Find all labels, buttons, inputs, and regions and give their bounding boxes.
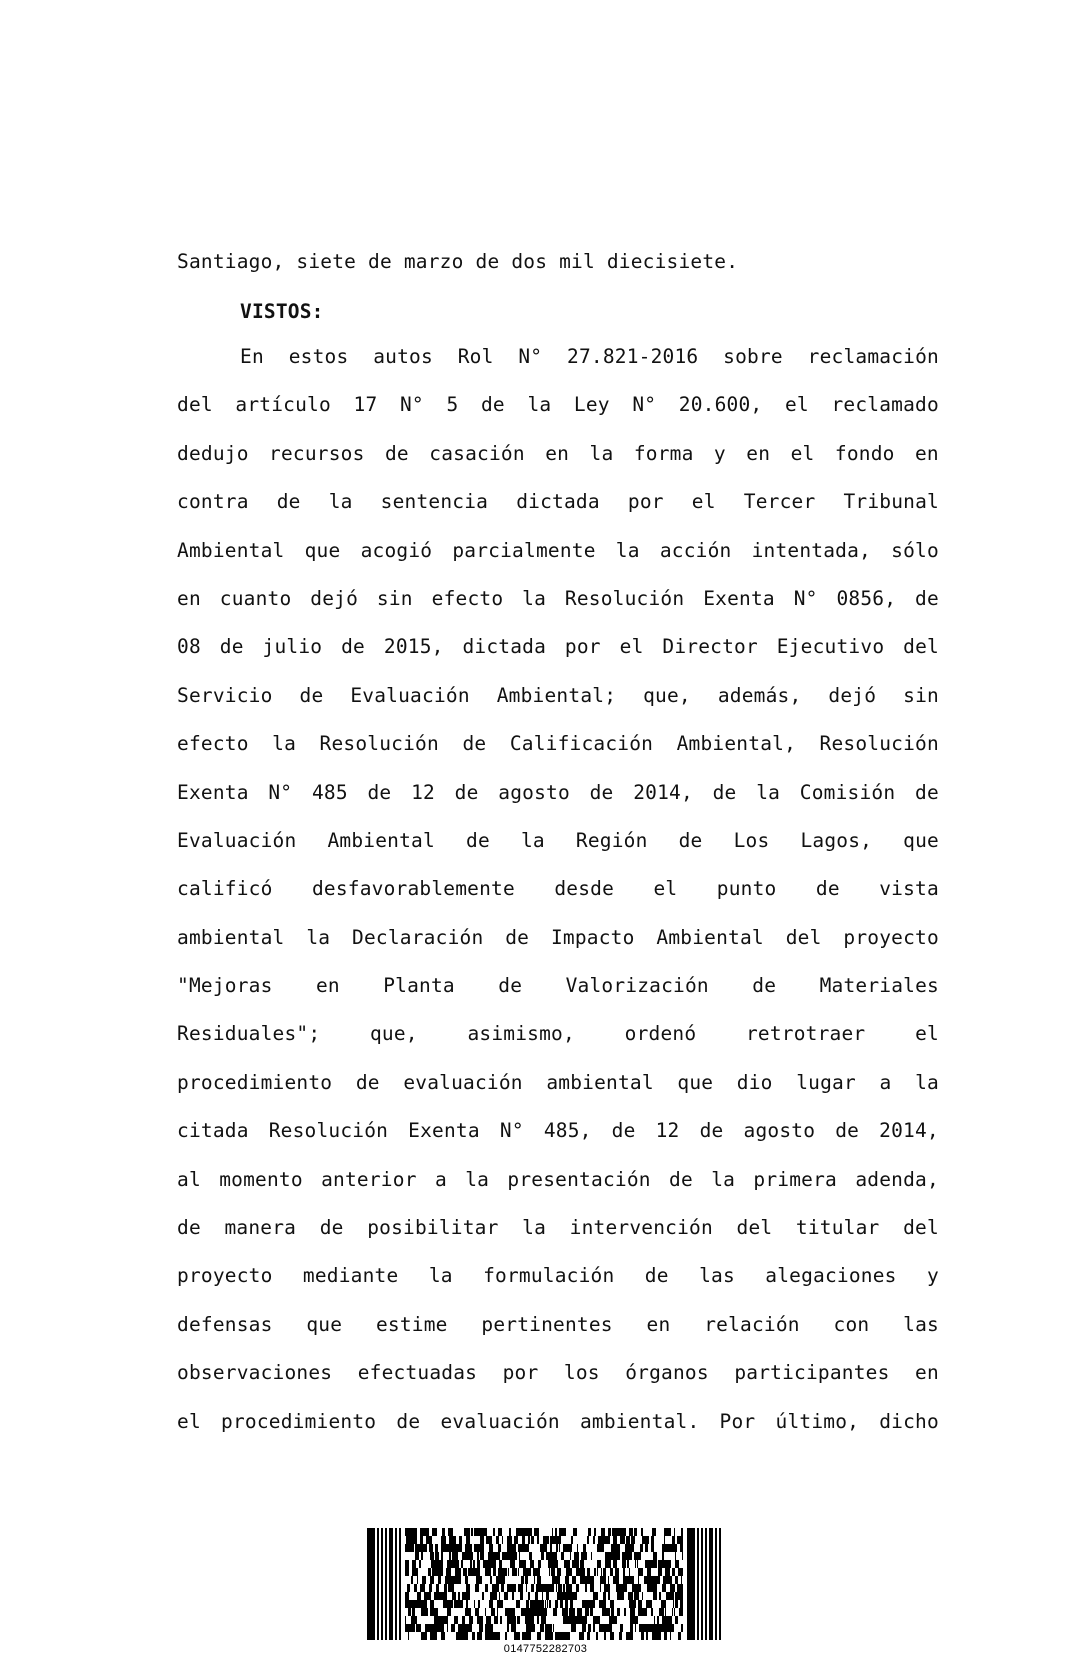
barcode-number: 0147752282703 — [503, 1643, 588, 1655]
paragraph-line: En estos autos Rol N° 27.821-2016 sobre reclamación — [240, 345, 939, 368]
paragraph-line: en cuanto dejó sin efecto la Resolución Exenta N° 0856, de — [177, 586, 939, 610]
paragraph-line: al momento anterior a la presentación de la primera adenda, — [177, 1167, 939, 1191]
paragraph-line: Exenta N° 485 de 12 de agosto de 2014, de la Comisión de — [177, 780, 939, 804]
paragraph-line: "Mejoras en Planta de Valorización de Materiales — [177, 974, 939, 998]
paragraph-line: Ambiental que acogió parcialmente la acción intentada, sólo — [177, 538, 939, 562]
paragraph-line: del artículo 17 N° 5 de la Ley N° 20.600, el reclamado — [177, 393, 939, 417]
paragraph-line: Residuales"; que, asimismo, ordenó retrotraer el — [177, 1022, 939, 1046]
paragraph-line: de manera de posibilitar la intervención del titular del — [177, 1216, 939, 1240]
date-line: Santiago, siete de marzo de dos mil diecisiete. — [177, 250, 739, 273]
paragraph-line: observaciones efectuadas por los órganos participantes en — [177, 1361, 939, 1385]
body-paragraph — [177, 345, 939, 1458]
paragraph-line: Servicio de Evaluación Ambiental; que, además, dejó sin — [177, 683, 939, 707]
paragraph-line: defensas que estime pertinentes en relación con las — [177, 1312, 939, 1336]
paragraph-line: proyecto mediante la formulación de las alegaciones y — [177, 1264, 939, 1288]
paragraph-line: el procedimiento de evaluación ambiental. Por último, dicho — [177, 1409, 939, 1433]
paragraph-line: contra de la sentencia dictada por el Tercer Tribunal — [177, 490, 939, 514]
paragraph-line: Evaluación Ambiental de la Región de Los Lagos, que — [177, 828, 939, 852]
barcode-block — [367, 1528, 724, 1658]
paragraph-line: 08 de julio de 2015, dictada por el Director Ejecutivo del — [177, 635, 939, 659]
section-heading-vistos: VISTOS: — [240, 300, 324, 323]
paragraph-line: ambiental la Declaración de Impacto Ambiental del proyecto — [177, 925, 939, 949]
paragraph-line: calificó desfavorablemente desde el punto de vista — [177, 877, 939, 901]
paragraph-line: citada Resolución Exenta N° 485, de 12 de agosto de 2014, — [177, 1119, 939, 1143]
barcode-icon — [367, 1528, 724, 1643]
paragraph-line: procedimiento de evaluación ambiental que dio lugar a la — [177, 1070, 939, 1094]
paragraph-line: dedujo recursos de casación en la forma y en el fondo en — [177, 441, 939, 465]
paragraph-line: efecto la Resolución de Calificación Ambiental, Resolución — [177, 732, 939, 756]
